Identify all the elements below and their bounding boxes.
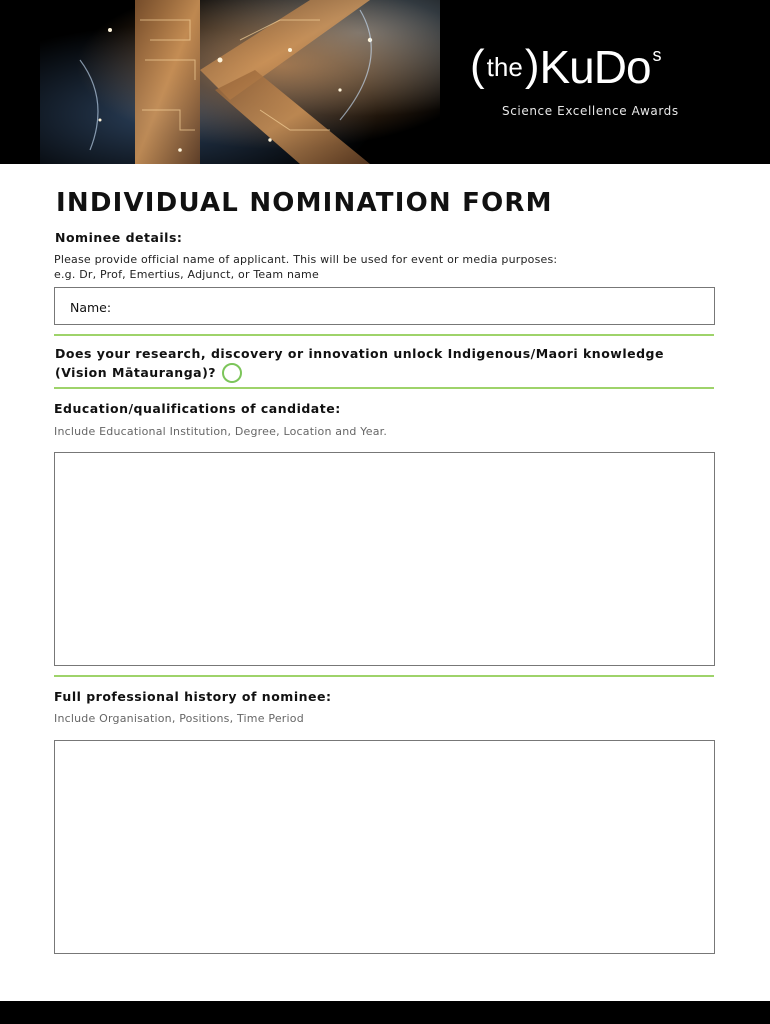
name-field-label: Name: [70,300,112,315]
logo-the: the [486,52,523,82]
name-field[interactable] [54,287,715,325]
form-title: INDIVIDUAL NOMINATION FORM [56,188,553,218]
kudos-logo [470,41,730,124]
vision-question-line-2: (Vision Mātauranga)? [55,365,217,380]
nominee-details-heading: Nominee details: [55,230,183,245]
vision-matauranga-radio[interactable] [222,363,242,383]
divider [54,387,714,389]
kudos-wordmark [470,41,662,93]
circuit-k-graphic [40,0,440,164]
logo-open-paren: ( [470,41,485,90]
logo-tagline: Science Excellence Awards [502,104,679,118]
history-heading: Full professional history of nominee: [54,689,332,704]
history-textarea[interactable] [54,740,715,954]
history-help-text: Include Organisation, Positions, Time Period [54,712,304,725]
divider [54,675,714,677]
divider [54,334,714,336]
logo-close-paren: ) [524,41,540,90]
header-banner [0,0,770,164]
vision-question-line-1: Does your research, discovery or innovation unlock Indigenous/Maori knowledge [55,346,664,361]
education-heading: Education/qualifications of candidate: [54,401,341,416]
education-help-text: Include Educational Institution, Degree, Location and Year. [54,425,388,438]
logo-brand: KuDo [539,41,651,93]
education-textarea[interactable] [54,452,715,666]
nominee-help-text [54,252,557,282]
footer-bar [0,1001,770,1024]
nominee-help-line-2: e.g. Dr, Prof, Emertius, Adjunct, or Team name [54,268,319,281]
nominee-help-line-1: Please provide official name of applicant. This will be used for event or media purposes: [54,253,558,266]
logo-superscript: s [652,45,662,65]
circuit-k-artwork [40,0,440,164]
vision-matauranga-question [55,344,695,384]
